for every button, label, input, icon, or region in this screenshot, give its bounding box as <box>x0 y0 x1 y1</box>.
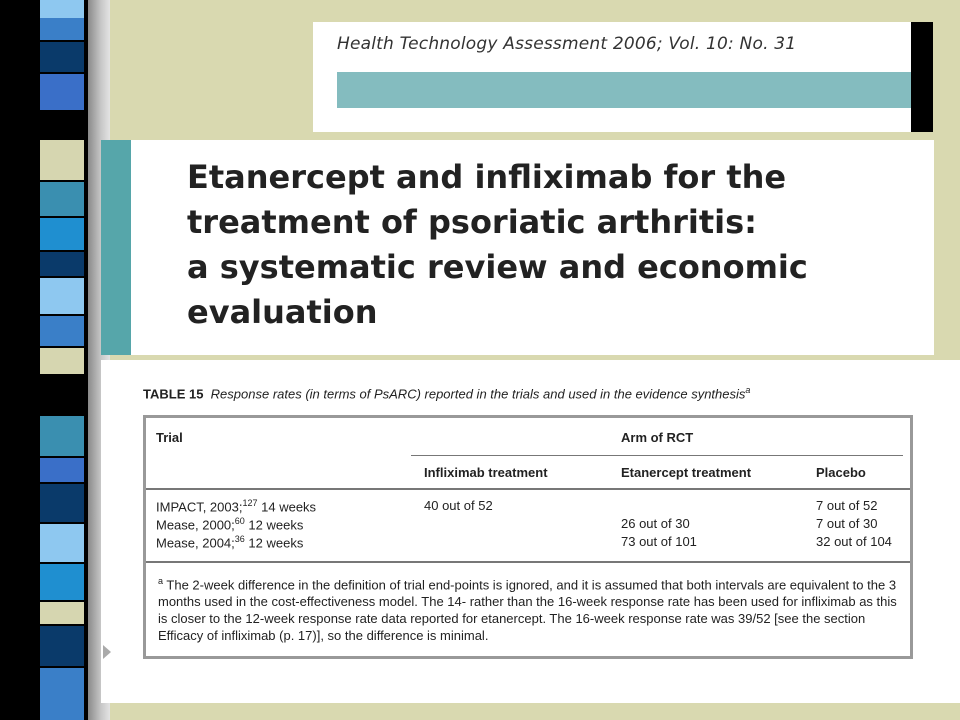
header-arm-group: Arm of RCT <box>621 430 694 445</box>
trial-ref: 60 <box>234 516 245 526</box>
header-infliximab: Infliximab treatment <box>424 465 548 480</box>
stripe-square <box>40 626 84 666</box>
footnote-text: The 2-week difference in the definition of trial end-points is ignored, and it is assumed that both intervals are equivalent to the 3 months used in the cost-effectiveness model. The 14- rather than the 16-week response rate has been used for infliximab as this is closer to the 12-week response rate data reported for etanercept. The 16-week response rate was 39/52 [see the section Efficacy of infliximab (p. 17)], so the difference is minimal. <box>158 577 897 644</box>
cell-etanercept: 26 out of 30 <box>621 516 690 531</box>
stripe-square <box>40 524 84 562</box>
title-line: Etanercept and infliximab for the <box>187 158 787 196</box>
table-row-trial <box>156 498 316 514</box>
stripe-square <box>40 218 84 250</box>
header-group-rule <box>411 455 903 456</box>
table-footnote <box>158 573 908 644</box>
header-trial: Trial <box>156 430 183 445</box>
stripe-square <box>40 602 84 624</box>
trial-ref: 127 <box>242 498 258 508</box>
stripe-square <box>40 18 84 40</box>
table-caption <box>143 385 750 401</box>
title-line: evaluation <box>187 293 378 331</box>
header-placebo: Placebo <box>816 465 866 480</box>
table-caption-text: Response rates (in terms of PsARC) reported in the trials and used in the evidence synthesis <box>210 386 746 402</box>
table-panel <box>101 360 960 703</box>
cell-infliximab: 40 out of 52 <box>424 498 493 513</box>
table-row-trial <box>156 534 303 550</box>
title-accent-bar <box>101 140 131 355</box>
stripe-square <box>40 42 84 72</box>
article-title-block <box>101 140 934 355</box>
trial-name: Mease, 2004; <box>156 535 235 551</box>
header-rule <box>146 488 910 490</box>
trial-name: Mease, 2000; <box>156 517 235 533</box>
cell-etanercept: 73 out of 101 <box>621 534 697 549</box>
stripe-square <box>40 278 84 314</box>
journal-band <box>337 72 911 108</box>
stripe-square <box>40 416 84 456</box>
stripe-square <box>40 564 84 600</box>
trial-duration: 12 weeks <box>248 517 304 533</box>
stripe-square <box>40 316 84 346</box>
cell-placebo: 32 out of 104 <box>816 534 892 549</box>
caption-footnote-marker: a <box>745 385 751 395</box>
title-line: a systematic review and economic <box>187 248 808 286</box>
stripe-square <box>40 668 84 720</box>
journal-edge <box>911 22 933 132</box>
article-title <box>187 155 907 335</box>
cell-placebo: 7 out of 52 <box>816 498 878 513</box>
trial-name: IMPACT, 2003; <box>156 499 243 515</box>
stripe-square <box>40 74 84 110</box>
title-line: treatment of psoriatic arthritis: <box>187 203 757 241</box>
trial-duration: 14 weeks <box>261 499 317 515</box>
stripe-square <box>40 252 84 276</box>
response-rate-table <box>143 415 913 659</box>
stripe-square <box>40 140 84 180</box>
journal-header <box>313 22 933 132</box>
cell-placebo: 7 out of 30 <box>816 516 878 531</box>
table-row-trial <box>156 516 303 532</box>
trial-duration: 12 weeks <box>248 535 304 551</box>
body-rule <box>146 561 910 563</box>
slide-arrow-icon <box>103 645 111 659</box>
stripe-square <box>40 348 84 374</box>
stripe-square <box>40 0 84 18</box>
stripe-square <box>40 484 84 522</box>
journal-citation: Health Technology Assessment 2006; Vol. 10: No. 31 <box>337 34 797 54</box>
decorative-stripe-bar <box>0 0 88 720</box>
table-label: TABLE 15 <box>143 386 204 402</box>
footnote-marker: a <box>158 576 164 586</box>
stripe-square <box>40 182 84 216</box>
stripe-square <box>40 458 84 482</box>
trial-ref: 36 <box>234 534 245 544</box>
header-etanercept: Etanercept treatment <box>621 465 752 480</box>
